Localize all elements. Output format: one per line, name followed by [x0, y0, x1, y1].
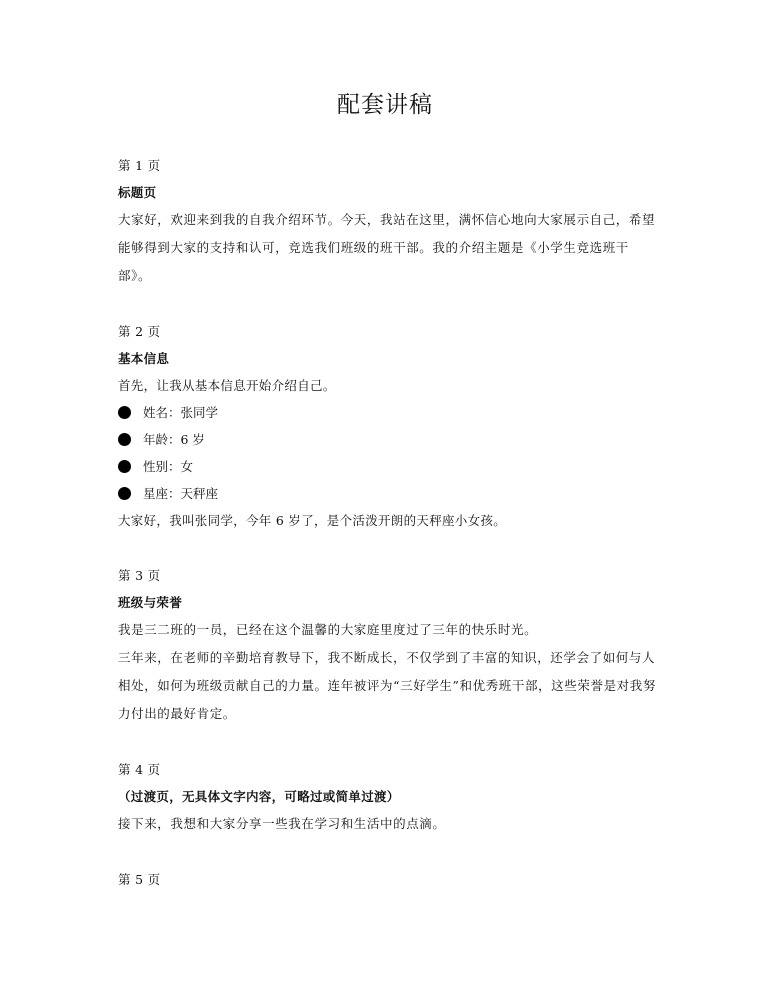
- document-body: [118, 152, 658, 921]
- section-page-1: [118, 152, 658, 290]
- section-page-3: [118, 562, 658, 728]
- info-list: [118, 399, 658, 507]
- paragraph: 我是三二班的一员，已经在这个温馨的大家庭里度过了三年的快乐时光。: [118, 622, 538, 637]
- bullet-icon: [118, 460, 131, 473]
- page-label: 第 5 页: [118, 872, 161, 887]
- bullet-icon: [118, 433, 131, 446]
- section-heading: 班级与荣誉: [118, 595, 183, 610]
- list-item-text: 姓名：张同学: [143, 405, 219, 420]
- section-heading: 标题页: [118, 185, 157, 200]
- list-item-text: 性别：女: [143, 459, 194, 474]
- section-page-4: [118, 756, 658, 838]
- list-item: [118, 453, 658, 480]
- paragraph: 大家好，欢迎来到我的自我介绍环节。今天，我站在这里，满怀信心地向大家展示自己，希望能够得到大家的支持和认可，竞选我们班级的班干部。我的介绍主题是《小学生竞选班干部》。: [118, 212, 656, 283]
- list-item: [118, 480, 658, 507]
- page-label: 第 1 页: [118, 158, 161, 173]
- section-heading: 基本信息: [118, 351, 170, 366]
- section-heading: （过渡页，无具体文字内容，可略过或简单过渡）: [118, 789, 400, 804]
- page-label: 第 4 页: [118, 762, 161, 777]
- closing-text: 大家好，我叫张同学，今年 6 岁了，是个活泼开朗的天秤座小女孩。: [118, 513, 507, 528]
- page-label: 第 3 页: [118, 568, 161, 583]
- document-title: 配套讲稿: [337, 92, 433, 118]
- bullet-icon: [118, 487, 131, 500]
- list-item-text: 星座：天秤座: [143, 486, 219, 501]
- intro-text: 首先，让我从基本信息开始介绍自己。: [118, 378, 336, 393]
- paragraph: 接下来，我想和大家分享一些我在学习和生活中的点滴。: [118, 816, 446, 831]
- page-label: 第 2 页: [118, 324, 161, 339]
- section-page-5: [118, 866, 658, 893]
- section-page-2: [118, 318, 658, 534]
- bullet-icon: [118, 406, 131, 419]
- list-item: [118, 399, 658, 426]
- list-item-text: 年龄：6 岁: [143, 432, 205, 447]
- list-item: [118, 426, 658, 453]
- paragraph: 三年来，在老师的辛勤培育教导下，我不断成长，不仅学到了丰富的知识，还学会了如何与人相处，如何为班级贡献自己的力量。连年被评为“三好学生”和优秀班干部，这些荣誉是对我努力付出的最好肯定。: [118, 650, 656, 721]
